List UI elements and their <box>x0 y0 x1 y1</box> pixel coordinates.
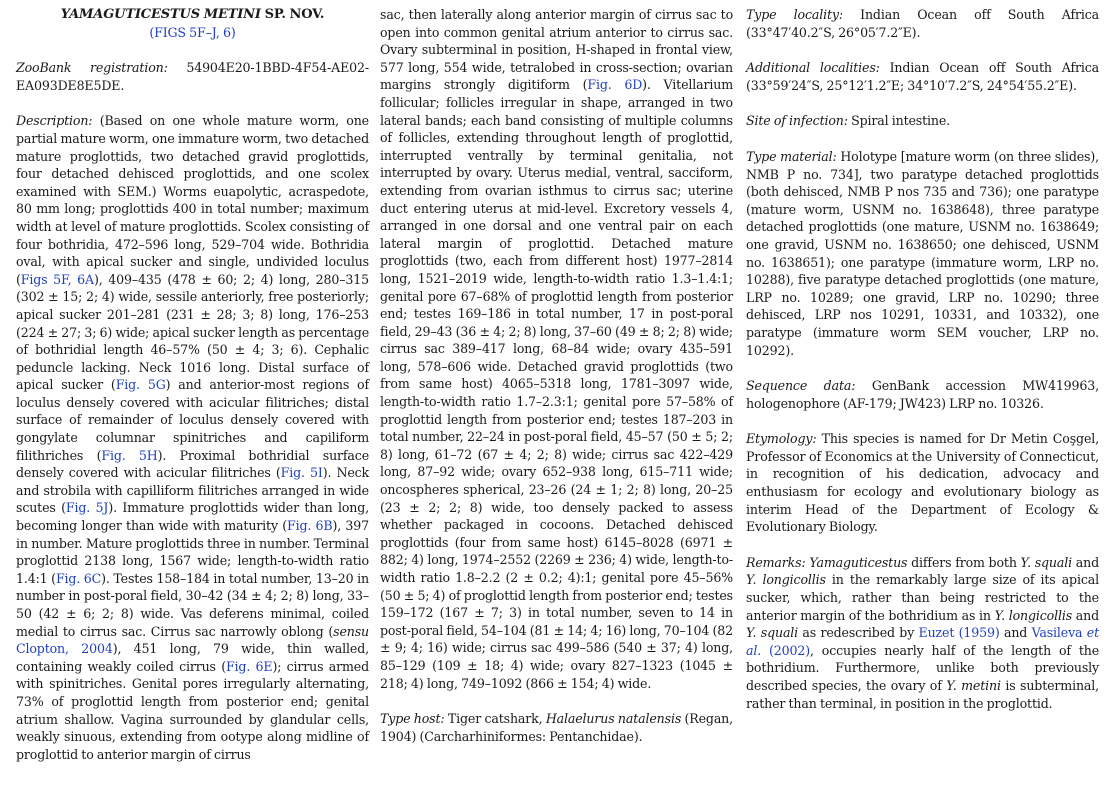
type-host-text: (Regan, 1904) (Carcharhiniformes: Pentanchidae). <box>380 711 733 744</box>
species-heading <box>16 6 369 24</box>
remarks-text: differs from both <box>907 554 1021 570</box>
figure-reference-link[interactable]: (FIGS 5F–J, 6) <box>149 24 236 40</box>
remarks-text: is subterminal, rather than terminal, in position in the proglottid. <box>746 678 1099 711</box>
citation-year: (2002) <box>761 642 810 658</box>
column-3 <box>746 6 1099 712</box>
description-text: ). Immature proglottids wider than long, becoming longer than wide with maturity ( <box>16 500 370 534</box>
description-text: ), 409–435 (478 ± 60; 2; 4) long, 280–315 (302 ± 15; 2; 4) wide, sessile anteriorly, free posteriorly; apical sucker 201–281 (231 ± 28; 3; 8) long, 176–253 (224 ± 27; 3; 6) wide; apical sucker length as percentage of bothridial length 46–57% (50 ± 4; 3; 6). Cephalic peduncle lacking. Neck 1016 long. Distal surface of apical sucker ( <box>16 271 369 393</box>
citation-et-al: et al. <box>746 625 1099 658</box>
citation-link[interactable]: Clopton, 2004 <box>16 641 113 657</box>
species-name: Y. longicollis <box>746 572 826 588</box>
description-text: ) and anterior-most regions of loculus densely covered with acicular filitriches; distal surface of remainder of loculus densely covered with gongylate columnar spinitriches and capiliform filithriches ( <box>16 377 369 463</box>
description-label: Description: <box>16 113 93 129</box>
type-material-label: Type material: <box>746 148 837 164</box>
figure-link[interactable]: Fig. 5H <box>101 447 158 463</box>
additional-localities-paragraph <box>746 59 1099 94</box>
type-material-value: Holotype [mature worm (on three slides), NMB P no. 734], two paratype detached proglottids (both dehisced, NMB P nos 735 and 736); one paratype (mature worm, USNM no. 1638648), three paratype detached proglottids (one mature, USNM no. 1638649; one gravid, USNM no. 1638650; one dehisced, USNM no. 1638651); one paratype (immature worm, LRP no. 10288), five paratype detached proglottids (one mature, LRP no. 10289; one gravid, LRP no. 10290; three dehisced, LRP nos 10291, 10331, and 10332), one paratype (immature worm SEM voucher, LRP no. 10292). <box>746 148 1099 358</box>
figure-link[interactable]: Fig. 6E <box>225 658 273 674</box>
remarks-text: in the remarkably large size of its apical sucker, which, rather than being restricted to the anterior margin of the bothridium as in <box>746 572 1099 623</box>
description-paragraph <box>16 112 369 763</box>
sequence-data-value: GenBank accession MW419963, hologenophore (AF-179; JW423) LRP no. 10326. <box>746 378 1099 411</box>
remarks-text: and <box>1072 607 1100 623</box>
figure-link[interactable]: Fig. 6D <box>587 77 643 93</box>
description-text: ). Neck and strobila with capilliform filitriches arranged in wide scutes ( <box>16 465 370 516</box>
type-locality-label: Type locality: <box>746 7 843 22</box>
species-name: Y. squali <box>1020 554 1072 570</box>
figure-link[interactable]: Fig. 6C <box>55 570 102 586</box>
type-material-paragraph <box>746 148 1099 359</box>
description-text: ). Proximal bothridial surface densely covered with acicular filitriches ( <box>16 447 369 481</box>
etymology-label: Etymology: <box>746 431 817 447</box>
remarks-text: and <box>1072 554 1099 570</box>
description-text: sac, then laterally along anterior margin of cirrus sac to open into common genital atrium anterior to cirrus sac. Ovary subterminal in position, H-shaped in frontal view, 577 long, 554 wide, tetralobed in cross-section; ovarian margins strongly digitiform ( <box>380 7 733 93</box>
description-text: ). Testes 158–184 in total number, 13–20 in number in post-poral field, 30–42 (34 ± 4; 2; 8) long, 33–50 (42 ± 6; 2; 8) wide. Vas deferens minimal, coiled medial to cirrus sac. Cirrus sac narrowly oblong ( <box>16 570 369 639</box>
species-name: Y. squali <box>746 625 799 641</box>
figure-link[interactable]: Figs 5F, 6A <box>20 271 94 287</box>
type-host-label: Type host: <box>380 711 445 727</box>
description-continued <box>380 6 733 692</box>
type-locality-paragraph <box>746 6 1099 41</box>
etymology-paragraph <box>746 430 1099 536</box>
sequence-data-label: Sequence data: <box>746 378 856 394</box>
column-2 <box>380 6 733 745</box>
type-host-text: Tiger catshark, <box>444 711 546 727</box>
host-species-name: Halaelurus natalensis <box>545 711 682 727</box>
column-1 <box>16 6 369 763</box>
figure-link[interactable]: Fig. 6B <box>286 518 333 534</box>
description-text: ). Vitellarium follicular; follicles irregular in shape, arranged in two lateral bands; each band consisting of multiple columns of follicles, extending throughout length of proglottid, interrupted ventrally by terminal genitalia, not interrupted by ovary. Uterus medial, ventral, sacciform, extending from ovarian isthmus to cirrus sac; uterine duct entering uterus at mid-level. Excretory vessels 4, arranged in one dorsal and one ventral pair on each lateral margin of proglottid. Detached mature proglottids (two, each from different host) 1977–2814 long, 1521–2019 wide, length-to-width ratio 1.3–1.4:1; genital pore 67–68% of proglottid length from posterior end; testes 169–186 in total number, 17 in post-poral field, 29–43 (36 ± 4; 2; 8) long, 37–60 (49 ± 8; 2; 8) wide; cirrus sac 389–417 long, 68–84 wide; ovary 435–591 long, 578–606 wide. Detached gravid proglottids (two from same host) 4065–5318 long, 1781–3097 wide, length-to-width ratio 1.7–2.3:1; genital pore 57–58% of proglottid length from posterior end; testes 187–203 in total number, 22–24 in post-poral field, 45–57 (50 ± 5; 2; 8) long, 61–72 (67 ± 4; 2; 8) wide; cirrus sac 422–429 long, 87–92 wide; ovary 652–938 long, 615–711 wide; oncospheres spherical, 23–26 (24 ± 1; 2; 8) long, 20–25 (23 ± 2; 2; 8) wide, too densely packed to assess whether packaged in cocoons. Detached dehisced proglottids (four from same host) 6145–8028 (6971 ± 882; 4) long, 1974–2552 (2269 ± 236; 4) wide, length-to-width ratio 1.8–2.2 (2 ± 0.2; 4):1; genital pore 45–56% (50 ± 5; 4) of proglottid length from posterior end; testes 159–172 (167 ± 7; 3) in total number, seven to 14 in post-poral field, 54–104 (81 ± 14; 4; 16) long, 70–104 (82 ± 9; 4; 16) wide; cirrus sac 499–586 (540 ± 37; 4) long, 85–129 (109 ± 18; 4) wide; ovary 827–1323 (1045 ± 218; 4) long, 749–1092 (866 ± 154; 4) wide. <box>380 77 733 691</box>
sensu-term: sensu <box>333 623 369 639</box>
species-name: Y. longicollis <box>994 607 1073 623</box>
species-name: YAMAGUTICESTUS METINI <box>60 7 261 22</box>
additional-localities-value: Indian Ocean off South Africa (33°59′24″S, 25°12′1.2″E; 34°10′7.2″S, 24°54′55.2″E). <box>746 60 1099 93</box>
etymology-value: This species is named for Dr Metin Coşgel, Professor of Economics at the University of Connecticut, in recognition of his dedication, advocacy and enthusiasm for ecology and evolutionary biology as interim Head of the Department of Ecology & Evolutionary Biology. <box>746 431 1099 535</box>
description-text: (Based on one whole mature worm, one partial mature worm, one immature worm, two detached mature proglottids, two detached gravid proglottids, four detached dehisced proglottids, and one scolex examined with SEM.) Worms euapolytic, acraspedote, 80 mm long; proglottids 400 in total number; maximum width at level of mature proglottids. Scolex consisting of four bothridia, 472–596 long, 529–704 wide. Bothridia oval, with apical sucker and single, undivided loculus ( <box>16 113 369 287</box>
figure-link[interactable]: Fig. 5G <box>115 377 166 393</box>
remarks-text: , occupies nearly half of the length of the bothridium. Furthermore, unlike both previously described species, the ovary of <box>746 642 1099 693</box>
citation-author: Vasileva <box>1031 625 1087 641</box>
figure-link[interactable]: Fig. 5I <box>280 465 323 481</box>
species-name: Y. metini <box>946 678 1001 693</box>
figure-link[interactable]: Fig. 5J <box>65 500 109 516</box>
description-text: ), 451 long, 79 wide, thin walled, containing weakly coiled cirrus ( <box>16 641 369 674</box>
additional-localities-label: Additional localities: <box>746 60 880 76</box>
description-text: ), 397 in number. Mature proglottids three in number. Terminal proglottid 2138 long, 1567 wide; length-to-width ratio 1.4:1 ( <box>16 518 370 586</box>
site-of-infection-paragraph <box>746 112 1099 130</box>
zoobank-value: 54904E20-1BBD-4F54-AE02-EA093DE8E5DE. <box>16 60 369 93</box>
zoobank-registration <box>16 59 369 94</box>
site-of-infection-label: Site of infection: <box>746 113 848 129</box>
genus-name: Yamaguticestus <box>809 554 908 570</box>
type-locality-value: Indian Ocean off South Africa (33°47′40.2″S, 26°05′7.2″E). <box>746 7 1099 40</box>
description-text: ); cirrus armed with spinitriches. Genital pores irregularly alternating, 73% of proglottid length from posterior end; genital atrium shallow. Vagina surrounded by glandular cells, weakly sinuous, extending from ootype along midline of proglottid to anterior margin of cirrus <box>16 658 369 762</box>
citation-link-euzet[interactable]: Euzet (1959) <box>918 625 1000 641</box>
zoobank-label: ZooBank registration: <box>16 60 168 76</box>
remarks-paragraph <box>746 554 1099 712</box>
sequence-data-paragraph <box>746 377 1099 412</box>
remarks-label: Remarks: <box>746 554 806 570</box>
remarks-text: and <box>999 625 1032 641</box>
species-suffix: SP. NOV. <box>260 7 325 22</box>
site-of-infection-value: Spiral intestine. <box>847 113 951 129</box>
remarks-text: as redescribed by <box>798 625 919 641</box>
type-host-paragraph <box>380 710 733 745</box>
